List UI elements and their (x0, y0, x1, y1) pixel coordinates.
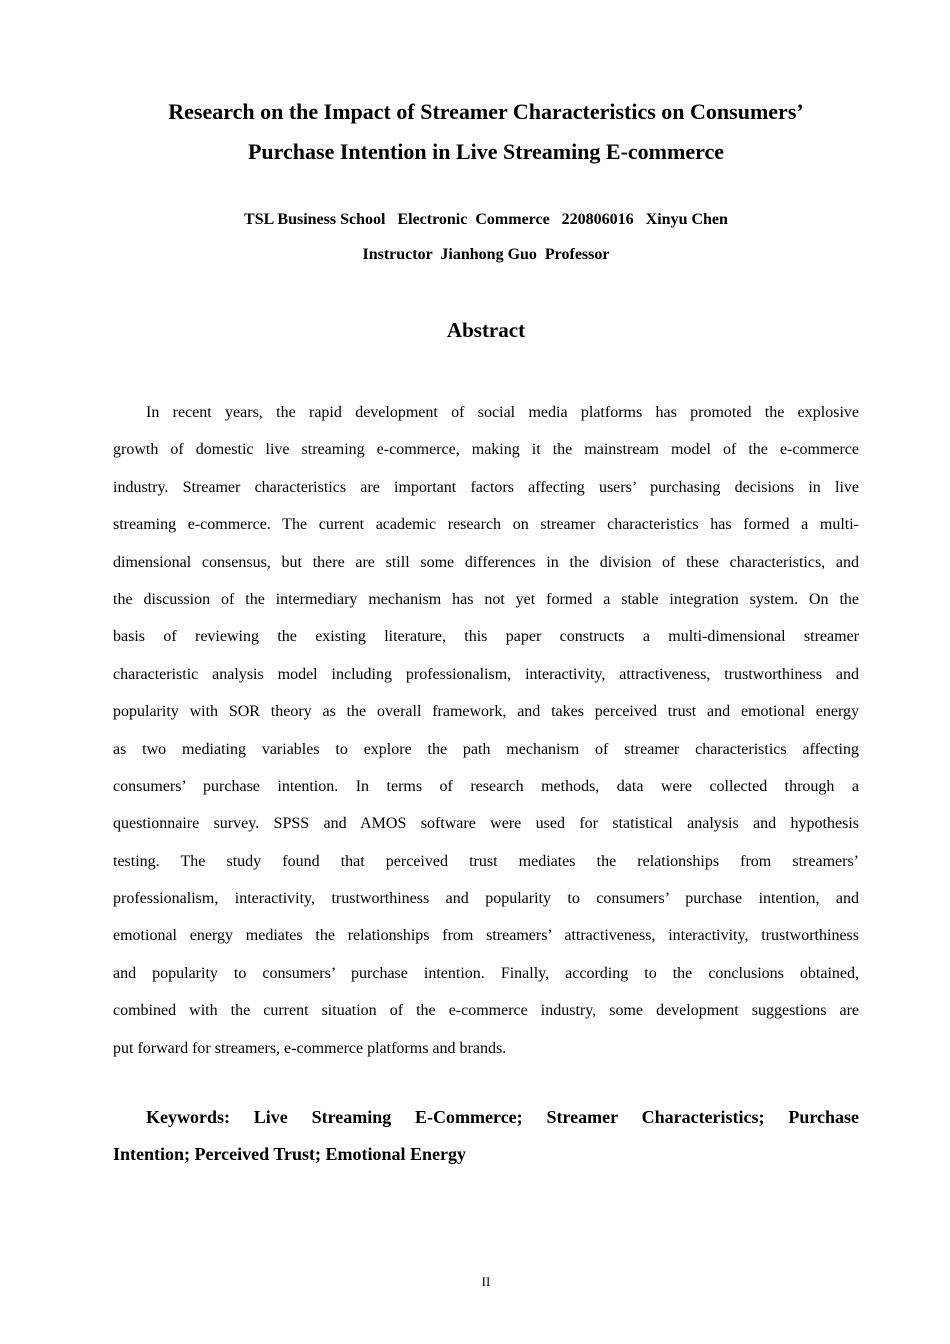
abstract-line: put forward for streamers, e-commerce platforms and brands. (113, 1039, 507, 1057)
paper-title (113, 92, 859, 172)
paper-title-line-1: Research on the Impact of Streamer Characteristics on Consumers’ (168, 99, 804, 124)
abstract-line: growth of domestic live streaming e-commerce, making it the mainstream model of the e-commerce (113, 441, 859, 459)
abstract-line: testing. The study found that perceived trust mediates the relationships from streamers’ (113, 852, 859, 870)
abstract-line: characteristic analysis model including professionalism, interactivity, attractiveness, trustworthiness and (113, 665, 859, 683)
instructor-info-line: Instructor Jianhong Guo Professor (362, 246, 610, 263)
abstract-line: as two mediating variables to explore the path mechanism of streamer characteristics affecting (113, 740, 859, 758)
abstract-line: basis of reviewing the existing literature, this paper constructs a multi-dimensional streamer (113, 628, 859, 646)
keywords-section (113, 1099, 859, 1173)
abstract-heading: Abstract (446, 318, 526, 342)
abstract-line: streaming e-commerce. The current academic research on streamer characteristics has formed a multi- (113, 516, 859, 534)
abstract-line: consumers’ purchase intention. In terms of research methods, data were collected through a (113, 777, 859, 795)
abstract-line: industry. Streamer characteristics are important factors affecting users’ purchasing decisions in live (113, 478, 859, 496)
abstract-line: dimensional consensus, but there are still some differences in the division of these characteristics, and (113, 553, 859, 571)
abstract-line: and popularity to consumers’ purchase intention. Finally, according to the conclusions obtained, (113, 964, 859, 982)
abstract-line: the discussion of the intermediary mechanism has not yet formed a stable integration system. On the (113, 590, 859, 608)
abstract-line: professionalism, interactivity, trustworthiness and popularity to consumers’ purchase intention, and (113, 890, 859, 908)
paper-title-line-2: Purchase Intention in Live Streaming E-commerce (247, 139, 724, 164)
abstract-line: questionnaire survey. SPSS and AMOS software were used for statistical analysis and hypothesis (113, 815, 859, 833)
page-number: II (481, 1274, 491, 1289)
abstract-body (113, 394, 859, 1067)
author-info-line: TSL Business School Electronic Commerce 220806016 Xinyu Chen (244, 211, 728, 228)
abstract-line: combined with the current situation of the e-commerce industry, some development suggestions are (113, 1002, 859, 1020)
keywords-line: Intention; Perceived Trust; Emotional Energy (113, 1144, 466, 1164)
abstract-line: In recent years, the rapid development of social media platforms has promoted the explosive (146, 404, 859, 421)
abstract-line: popularity with SOR theory as the overall framework, and takes perceived trust and emotional energy (113, 703, 859, 721)
abstract-line: emotional energy mediates the relationships from streamers’ attractiveness, interactivity, trustworthiness (113, 927, 859, 945)
keywords-line: Keywords: Live Streaming E-Commerce; Streamer Characteristics; Purchase (146, 1107, 859, 1127)
